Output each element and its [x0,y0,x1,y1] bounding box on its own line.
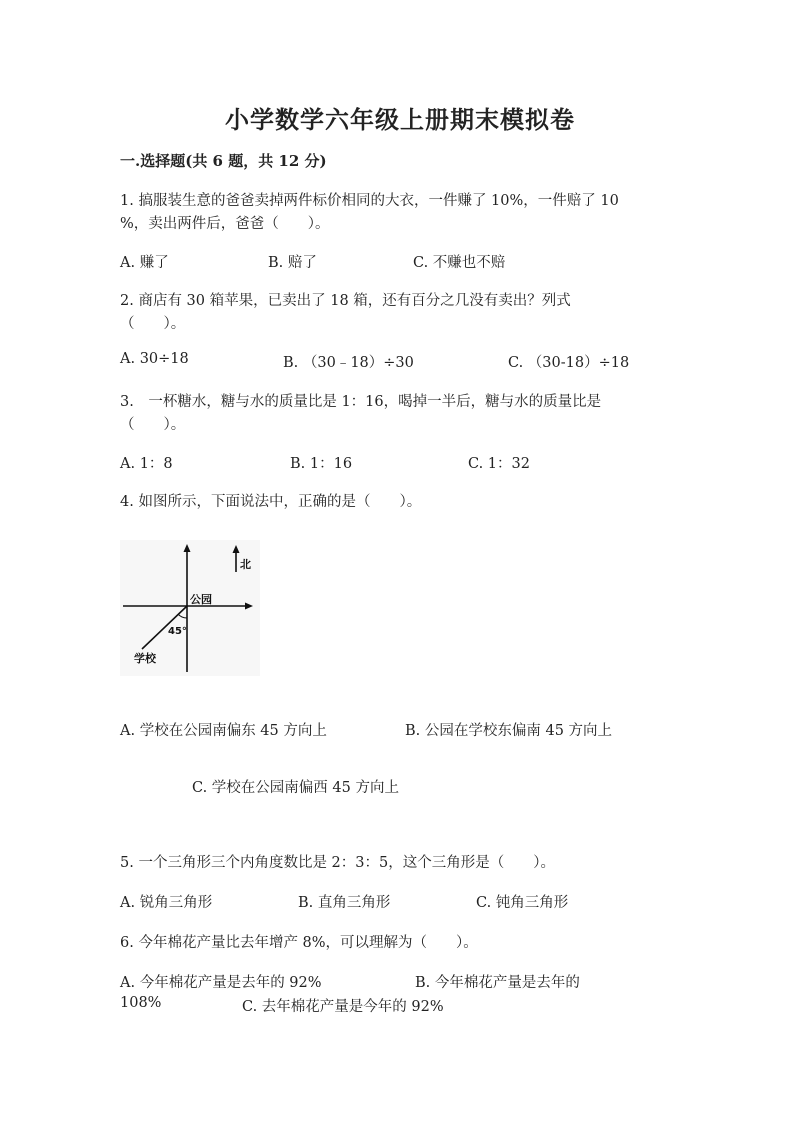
q5-option-a: A. 锐角三角形 [120,895,213,911]
q6-text-line1: 6. 今年棉花产量比去年增产 8%，可以理解为（ ）。 [120,935,478,951]
q6-option-b-continued: 108% [120,995,162,1011]
q4-option-c: C. 学校在公园南偏西 45 方向上 [192,780,399,796]
q4-option-a: A. 学校在公园南偏东 45 方向上 [120,723,327,739]
q6-option-c: C. 去年棉花产量是今年的 92% [242,999,444,1015]
north-label: 北 [240,558,251,571]
q5-option-c: C. 钝角三角形 [476,895,569,911]
q2-text-line2: （ ）。 [120,316,186,332]
angle-label: 45° [168,626,187,637]
school-label: 学校 [134,652,156,665]
q3-text-line1: 3. 一杯糖水，糖与水的质量比是 1：16，喝掉一半后，糖与水的质量比是 [120,394,602,410]
direction-diagram [120,540,260,676]
q1-option-c: C. 不赚也不赔 [413,255,506,271]
q3-option-b: B. 1：16 [290,456,353,472]
page-title: 小学数学六年级上册期末模拟卷 [225,105,575,134]
q1-text-line2: %，卖出两件后，爸爸（ ）。 [120,216,330,232]
q3-option-c: C. 1：32 [468,456,530,472]
q1-text-line1: 1. 搞服装生意的爸爸卖掉两件标价相同的大衣，一件赚了 10%，一件赔了 10 [120,193,619,209]
q1-option-b: B. 赔了 [268,255,317,271]
q6-option-b: B. 今年棉花产量是去年的 [415,975,580,991]
q1-option-a: A. 赚了 [120,255,169,271]
q2-option-a: A. 30÷18 [120,351,189,367]
q5-option-b: B. 直角三角形 [298,895,391,911]
q3-text-line2: （ ）。 [120,417,186,433]
q2-option-b: B. （30﹣18）÷30 [283,355,414,371]
park-label: 公园 [190,593,212,606]
q2-text-line1: 2. 商店有 30 箱苹果，已卖出了 18 箱，还有百分之几没有卖出？列式 [120,293,571,309]
q6-option-a: A. 今年棉花产量是去年的 92% [120,975,322,991]
section-heading: 一.选择题(共 6 题，共 12 分) [120,152,327,170]
q4-text-line1: 4. 如图所示，下面说法中，正确的是（ ）。 [120,494,422,510]
direction-figure [120,540,260,676]
q2-option-c: C. （30-18）÷18 [508,355,630,371]
q5-text-line1: 5. 一个三角形三个内角度数比是 2：3：5，这个三角形是（ ）。 [120,855,555,871]
q3-option-a: A. 1：8 [120,456,173,472]
q4-option-b: B. 公园在学校东偏南 45 方向上 [405,723,613,739]
